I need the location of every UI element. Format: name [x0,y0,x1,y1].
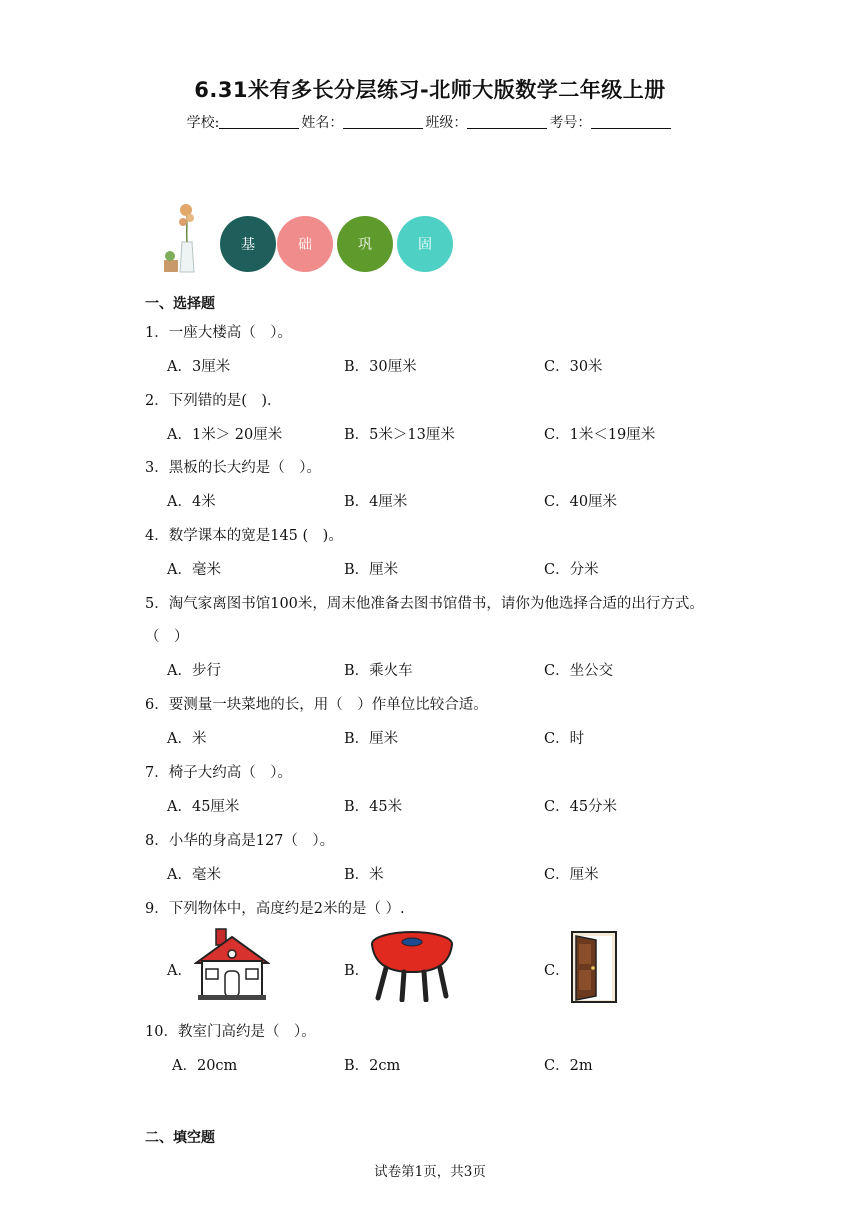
stool-icon [366,928,458,1002]
question-1: 1．一座大楼高（ ）。 [145,325,292,341]
school-label: 学校: [186,115,220,131]
option-5c: C．坐公交 [544,663,614,679]
badge-ji: 基 [220,216,276,272]
question-7: 7．椅子大约高（ ）。 [145,765,292,781]
question-2: 2．下列错的是( )． [145,393,282,409]
class-blank [467,114,547,129]
question-10: 10．教室门高约是（ ）。 [145,1024,316,1040]
section-heading-fill: 二、填空题 [145,1130,215,1146]
question-5-bracket: （ ） [145,629,189,645]
option-4b: B．厘米 [344,562,399,578]
option-2b: B．5米＞13厘米 [344,427,455,443]
option-5a: A．步行 [167,663,221,679]
option-8b: B．米 [344,867,384,883]
option-1c: C．30米 [544,359,603,375]
option-9b: B． [344,963,370,979]
option-5b: B．乘火车 [344,663,413,679]
option-6b: B．厘米 [344,731,399,747]
option-6a: A．米 [167,731,207,747]
question-9: 9．下列物体中，高度约是2米的是（ ）. [145,901,405,917]
option-3c: C．40厘米 [544,494,618,510]
page-footer: 试卷第1页，共3页 [374,1164,486,1180]
option-9a: A． [167,963,192,979]
plant-vase-icon [160,202,208,274]
option-3a: A．4米 [167,494,216,510]
option-7b: B．45米 [344,799,403,815]
option-9c: C． [544,963,570,979]
house-icon [194,927,270,1001]
school-blank [219,114,299,129]
option-7a: A．45厘米 [167,799,240,815]
option-10b: B．2cm [344,1058,401,1074]
badge-gu: 固 [397,216,453,272]
badge-gong: 巩 [337,216,393,272]
door-icon [570,930,620,1004]
page-title: 6.31米有多长分层练习-北师大版数学二年级上册 [194,78,666,102]
option-4a: A．毫米 [167,562,221,578]
option-10c: C．2m [544,1058,593,1074]
question-6: 6．要测量一块菜地的长，用（ ）作单位比较合适。 [145,697,488,713]
name-label: 姓名： [301,115,344,131]
option-4c: C．分米 [544,562,599,578]
option-6c: C．时 [544,731,585,747]
option-1b: B．30厘米 [344,359,417,375]
student-info-line [0,112,860,132]
option-8c: C．厘米 [544,867,599,883]
question-4: 4．数学课本的宽是145 ( )。 [145,528,343,544]
section-heading-choice: 一、选择题 [145,296,215,312]
exam-number-blank [591,114,671,129]
option-10a: A．20cm [172,1058,238,1074]
option-1a: A．3厘米 [167,359,231,375]
option-7c: C．45分米 [544,799,618,815]
exam-number-label: 考号： [549,115,592,131]
badge-chu: 础 [277,216,333,272]
question-8: 8．小华的身高是127（ ）。 [145,833,335,849]
option-2c: C．1米＜19厘米 [544,427,656,443]
question-3: 3．黑板的长大约是（ ）。 [145,460,321,476]
name-blank [343,114,423,129]
question-5: 5．淘气家离图书馆100米，周末他准备去图书馆借书，请你为他选择合适的出行方式。 [145,596,704,612]
option-3b: B．4厘米 [344,494,408,510]
option-2a: A．1米＞ 20厘米 [167,427,283,443]
class-label: 班级： [425,115,468,131]
option-8a: A．毫米 [167,867,221,883]
